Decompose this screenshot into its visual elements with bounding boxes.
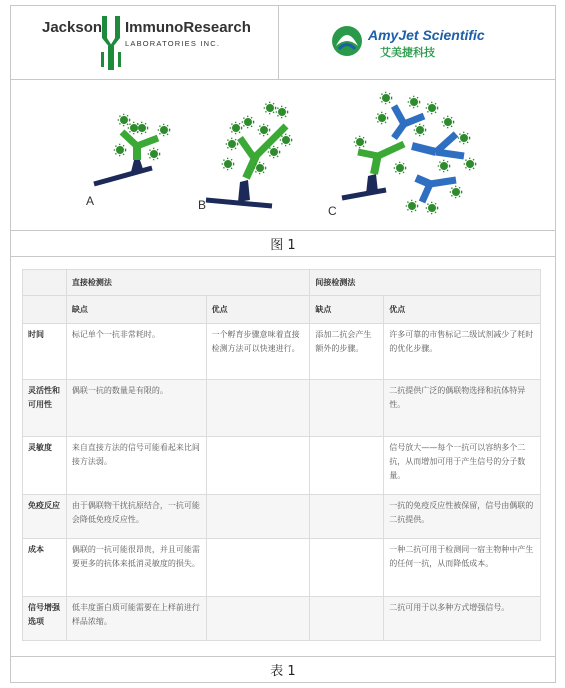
indirect-cons-header: 缺点 (310, 296, 384, 324)
panel-b-direct-icon (206, 102, 292, 206)
direct-pros-cell (206, 539, 310, 597)
row-label: 免疫反应 (23, 495, 67, 539)
table-header-row (23, 270, 541, 296)
indirect-pros-cell: 一种二抗可用于检测同一宿主物种中产生的任何一抗，从而降低成本。 (384, 539, 541, 597)
table-row (23, 495, 541, 539)
row-label: 信号增强选项 (23, 597, 67, 641)
comparison-table (22, 269, 541, 641)
panel-label-c: C (328, 204, 337, 218)
amyjet-cn: 艾美捷科技 (380, 46, 435, 59)
panel-c-indirect-icon (342, 92, 476, 213)
table-row (23, 380, 541, 437)
table-subheader-row (23, 296, 541, 324)
indirect-pros-cell: 一抗的免疫反应性被保留，信号由偶联的二抗提供。 (384, 495, 541, 539)
direct-pros-cell (206, 437, 310, 495)
indirect-cons-cell (310, 495, 384, 539)
row-label: 灵敏度 (23, 437, 67, 495)
direct-pros-header: 优点 (206, 296, 310, 324)
amyjet-emblem-icon (332, 26, 362, 56)
indirect-pros-cell: 信号放大——每个一抗可以容纳多个二抗，从而增加可用于产生信号的分子数量。 (384, 437, 541, 495)
panel-a-direct-icon (94, 114, 170, 184)
amyjet-scientific-logo (330, 22, 530, 62)
indirect-cons-cell (310, 437, 384, 495)
table-row (23, 597, 541, 641)
divider (10, 256, 556, 257)
indirect-pros-cell: 二抗可用于以多种方式增强信号。 (384, 597, 541, 641)
indirect-pros-header: 优点 (384, 296, 541, 324)
direct-cons-cell: 由于偶联物干扰抗原结合，一抗可能会降低免疫反应性。 (66, 495, 206, 539)
jackson-line2: ImmunoResearch (125, 19, 251, 36)
divider (10, 230, 556, 231)
jackson-line3: LABORATORIES INC. (125, 39, 221, 48)
table-row (23, 437, 541, 495)
table-row (23, 539, 541, 597)
direct-cons-header: 缺点 (66, 296, 206, 324)
panel-label-b: B (198, 198, 207, 212)
panel-label-a: A (86, 194, 95, 208)
direct-cons-cell: 标记单个一抗非常耗时。 (66, 324, 206, 380)
row-label: 时间 (23, 324, 67, 380)
direct-cons-cell: 来自直接方法的信号可能看起来比间接方法弱。 (66, 437, 206, 495)
antibody-logo-icon (101, 16, 121, 70)
amyjet-en: AmyJet Scientific (368, 27, 485, 43)
direct-method-header: 直接检测法 (66, 270, 310, 296)
direct-cons-cell: 偶联的一抗可能很昂贵，并且可能需要更多的抗体来抵消灵敏度的损失。 (66, 539, 206, 597)
indirect-cons-cell (310, 597, 384, 641)
divider (10, 79, 556, 80)
indirect-method-header: 间接检测法 (310, 270, 541, 296)
logo-divider (278, 5, 279, 79)
detection-method-illustration (60, 82, 500, 228)
table-caption: 表 1 (270, 664, 296, 679)
jackson-immunoresearch-logo (42, 12, 252, 70)
indirect-cons-cell: 添加二抗会产生额外的步骤。 (310, 324, 384, 380)
indirect-cons-cell (310, 539, 384, 597)
table-corner (23, 296, 67, 324)
row-label: 成本 (23, 539, 67, 597)
jackson-line1: Jackson (42, 19, 103, 36)
indirect-pros-cell: 二抗提供广泛的偶联物选择和抗体特异性。 (384, 380, 541, 437)
indirect-cons-cell (310, 380, 384, 437)
figure-caption: 图 1 (270, 238, 296, 253)
direct-cons-cell: 偶联一抗的数量是有限的。 (66, 380, 206, 437)
row-label: 灵活性和可用性 (23, 380, 67, 437)
divider (10, 656, 556, 657)
direct-pros-cell (206, 597, 310, 641)
table-row (23, 324, 541, 380)
direct-pros-cell: 一个孵育步骤意味着直接检测方法可以快速进行。 (206, 324, 310, 380)
indirect-pros-cell: 许多可靠的市售标记二级试剂减少了耗时的优化步骤。 (384, 324, 541, 380)
direct-pros-cell (206, 495, 310, 539)
direct-cons-cell: 低丰度蛋白质可能需要在上样前进行样品浓缩。 (66, 597, 206, 641)
direct-pros-cell (206, 380, 310, 437)
table-corner (23, 270, 67, 296)
